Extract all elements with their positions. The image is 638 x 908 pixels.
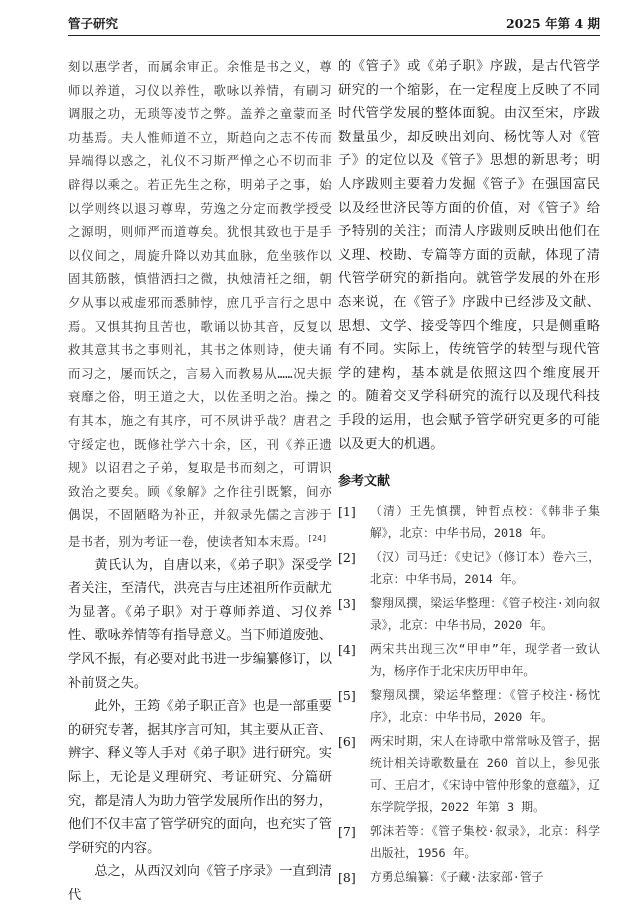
reference-item — [338, 820, 600, 864]
quote-citation: [24] — [307, 533, 328, 543]
paragraph: 总之，从西汉刘向《管子序录》一直到清代 — [68, 864, 332, 903]
left-column — [68, 55, 332, 908]
reference-text: 郭沫若等：《管子集校·叙录》，北京：科学出版社，1956 年。 — [370, 823, 600, 860]
right-column — [338, 55, 600, 891]
journal-name: 管子研究 — [68, 16, 119, 31]
reference-number: [8] — [338, 869, 356, 885]
paragraph: 此外，王筠《弟子职正音》也是一部重要的研究专著，据其序言可知，其主要从正音、辨字、释义等人手对《弟子职》进行研究。实际上，无论是义理研究、考证研究、分篇研究，都是清人为助力管学发展所作出的努力，他们不仅丰富了管学研究的面向，也充实了管学研究的内容。 — [68, 699, 332, 856]
reference-text: 两宋时期，宋人在诗歌中常常咏及管子，据统计相关诗歌数量在 260 首以上，参见张可、王启才，《宋诗中管仲形象的意蕴》，辽东学院学报，2022 年第 3 期。 — [370, 733, 600, 814]
reference-item — [338, 546, 600, 590]
reference-text: （汉）司马迁：《史记》（修订本）卷六三，北京：中华书局，2014 年。 — [370, 549, 600, 586]
references-heading: 参考文献 — [338, 474, 391, 490]
reference-item — [338, 866, 600, 890]
page-header — [68, 10, 600, 36]
reference-text: （清）王先慎撰，钟哲点校：《韩非子集解》，北京：中华书局，2018 年。 — [370, 503, 600, 540]
paragraph: 黄氏认为，自唐以来，《弟子职》深受学者关注，至清代，洪亮吉与庄述祖所作贡献尤为显著。《弟子职》对于尊师养道、习仪养性、歌咏养情等有指导意义。当下师道废弛、学风不振，有必要对此书进一步编纂修订，以补前贤之失。 — [68, 557, 332, 691]
reference-number: [3] — [338, 595, 356, 611]
reference-text: 黎翔凤撰，梁运华整理：《管子校注·杨忱序》，北京：中华书局，2020 年。 — [370, 687, 600, 724]
references-list — [338, 500, 600, 890]
reference-number: [4] — [338, 641, 356, 657]
reference-number: [2] — [338, 549, 356, 565]
reference-item — [338, 500, 600, 544]
quote-text: 刻以惠学者，而属余审正。余惟是书之义，尊师以养道，习仪以养性，歌咏以养情，有刷习调服之功，无琐等凌节之弊。盖养之童蒙而圣功基焉。夫人惟师道不立，斯趋向之志不传而异端得以惑之，礼仪不习斯严惮之心不切而非辟得以乘之。若正先生之称，明弟子之事，始以学则终以退习尊卑，劳逸之分定而教学授受之源明，则师严而道尊矣。犹恨其致也于是手以仪间之，周旋升降以劝其血脉，危坐骇作以固其筋骸，慎惜洒扫之微，执烛清衽之细，朝夕从事以戒虚邪而悉肺悖，庶几乎言行之思中焉。又惧其拘且苦也，歌诵以协其音，反复以救其意其书之事则礼，其书之体则诗，使夫诵而习之，屡而饫之，言易入而教易从……况夫振衰靡之俗，明王道之大，以佐圣明之治。操之有其本，施之有其序，可不夙讲乎哉？唐君之守绥定也，既修社学六十余，区，刊《养正遗规》以诏君之子弟，复取是书而刻之，可谓识致治之要矣。顾《象解》之作往引既繁，间亦偶误，不固陋略为补正，并叙录先儒之言涉于是书者，别为考证一卷，使读者知本末焉。 — [68, 59, 332, 549]
reference-number: [6] — [338, 733, 356, 749]
reference-number: [7] — [338, 823, 356, 839]
reference-number: [5] — [338, 687, 356, 703]
reference-item — [338, 730, 600, 818]
reference-item — [338, 638, 600, 682]
reference-item — [338, 592, 600, 636]
reference-number: [1] — [338, 503, 356, 519]
reference-text: 两宋共出现三次“甲申”年，现学者一致认为，杨序作于北宋庆历甲申年。 — [370, 641, 600, 678]
paragraph: 的《管子》或《弟子职》序跋，是古代管学研究的一个缩影，在一定程度上反映了不同时代管学发展的整体面貌。由汉至宋，序跋数量虽少，却反映出刘向、杨忱等人对《管子》的定位以及《管子》思想的新思考；明人序跋则主要着力发掘《管子》在强国富民以及经世济民等方面的价值，对《管子》给予特别的关注；而清人序跋则反映出他们在义理、校勘、专篇等方面的贡献，体现了清代管学研究的新指向。就管学发展的外在形态来说，在《管子》序跋中已经涉及文献、思想、文学、接受等四个维度，只是侧重略有不同。实际上，传统管学的转型与现代管学的建构，基本就是依照这四个维度展开的。随着交叉学科研究的流行以及现代科技手段的运用，也会赋予管学研究更多的可能以及更大的机遇。 — [338, 59, 600, 452]
reference-item — [338, 684, 600, 728]
reference-text: 黎翔凤撰，梁运华整理：《管子校注·刘向叙录》，北京：中华书局，2020 年。 — [370, 595, 600, 632]
block-quote — [68, 55, 332, 554]
issue-number: 2025 年第 4 期 — [505, 16, 600, 31]
reference-text: 方勇总编纂：《子藏·法家部·管子 — [370, 869, 544, 884]
